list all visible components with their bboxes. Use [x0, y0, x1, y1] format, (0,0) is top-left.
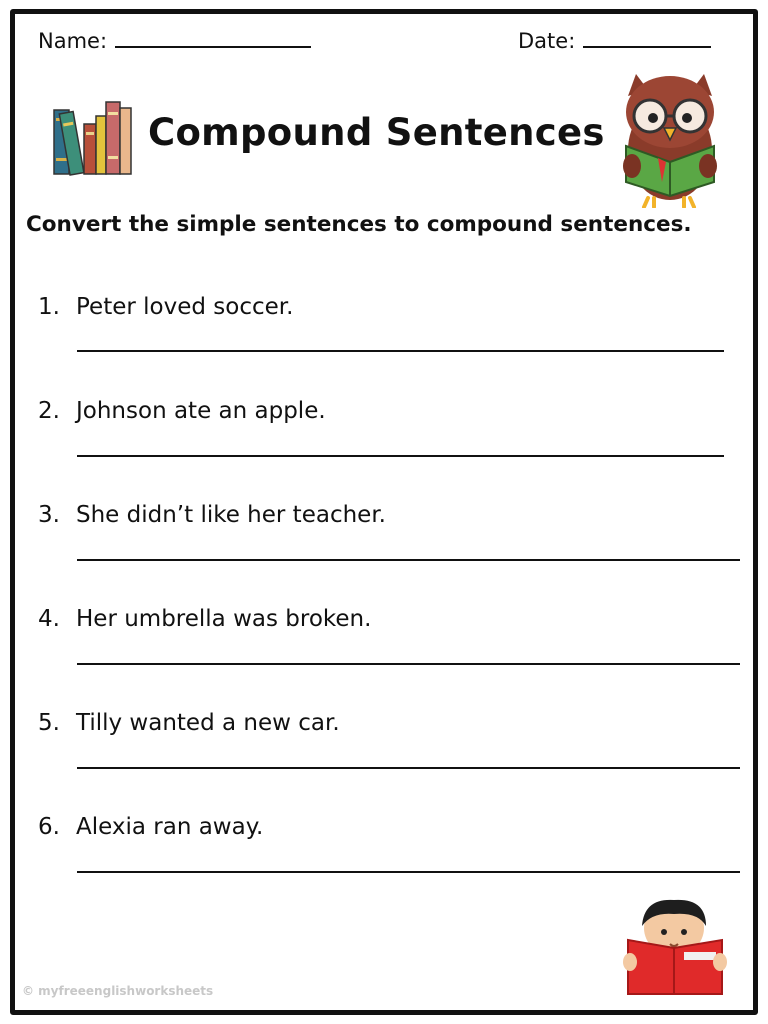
- item-sentence: Johnson ate an apple.: [76, 398, 326, 424]
- item-sentence: Her umbrella was broken.: [76, 606, 372, 632]
- answer-line[interactable]: [77, 350, 724, 352]
- item-sentence: She didn’t like her teacher.: [76, 502, 386, 528]
- list-item: [38, 291, 293, 323]
- item-sentence: Tilly wanted a new car.: [76, 710, 340, 736]
- stack-of-books-icon: [52, 98, 134, 178]
- answer-line[interactable]: [77, 663, 740, 665]
- name-label: Name:: [38, 29, 108, 53]
- item-sentence: Peter loved soccer.: [76, 294, 294, 320]
- answer-line[interactable]: [77, 767, 740, 769]
- answer-line[interactable]: [77, 559, 740, 561]
- item-number: 6.: [38, 814, 60, 840]
- watermark: © myfreeenglishworksheets: [22, 984, 214, 998]
- owl-reading-book-icon: [618, 66, 722, 208]
- item-number: 2.: [38, 398, 60, 424]
- name-blank[interactable]: [115, 26, 311, 48]
- item-number: 1.: [38, 294, 60, 320]
- list-item: [38, 499, 386, 531]
- page-title: Compound Sentences: [148, 111, 605, 154]
- child-reading-book-icon: [622, 896, 728, 996]
- item-number: 4.: [38, 606, 60, 632]
- answer-line[interactable]: [77, 455, 724, 457]
- item-number: 5.: [38, 710, 60, 736]
- date-field[interactable]: [518, 26, 711, 56]
- name-field[interactable]: [38, 26, 311, 56]
- date-label: Date:: [518, 29, 576, 53]
- list-item: [38, 811, 263, 843]
- date-blank[interactable]: [583, 26, 711, 48]
- list-item: [38, 395, 326, 427]
- item-number: 3.: [38, 502, 60, 528]
- instructions: Convert the simple sentences to compound sentences.: [26, 212, 692, 237]
- item-sentence: Alexia ran away.: [76, 814, 264, 840]
- list-item: [38, 707, 340, 739]
- answer-line[interactable]: [77, 871, 740, 873]
- list-item: [38, 603, 371, 635]
